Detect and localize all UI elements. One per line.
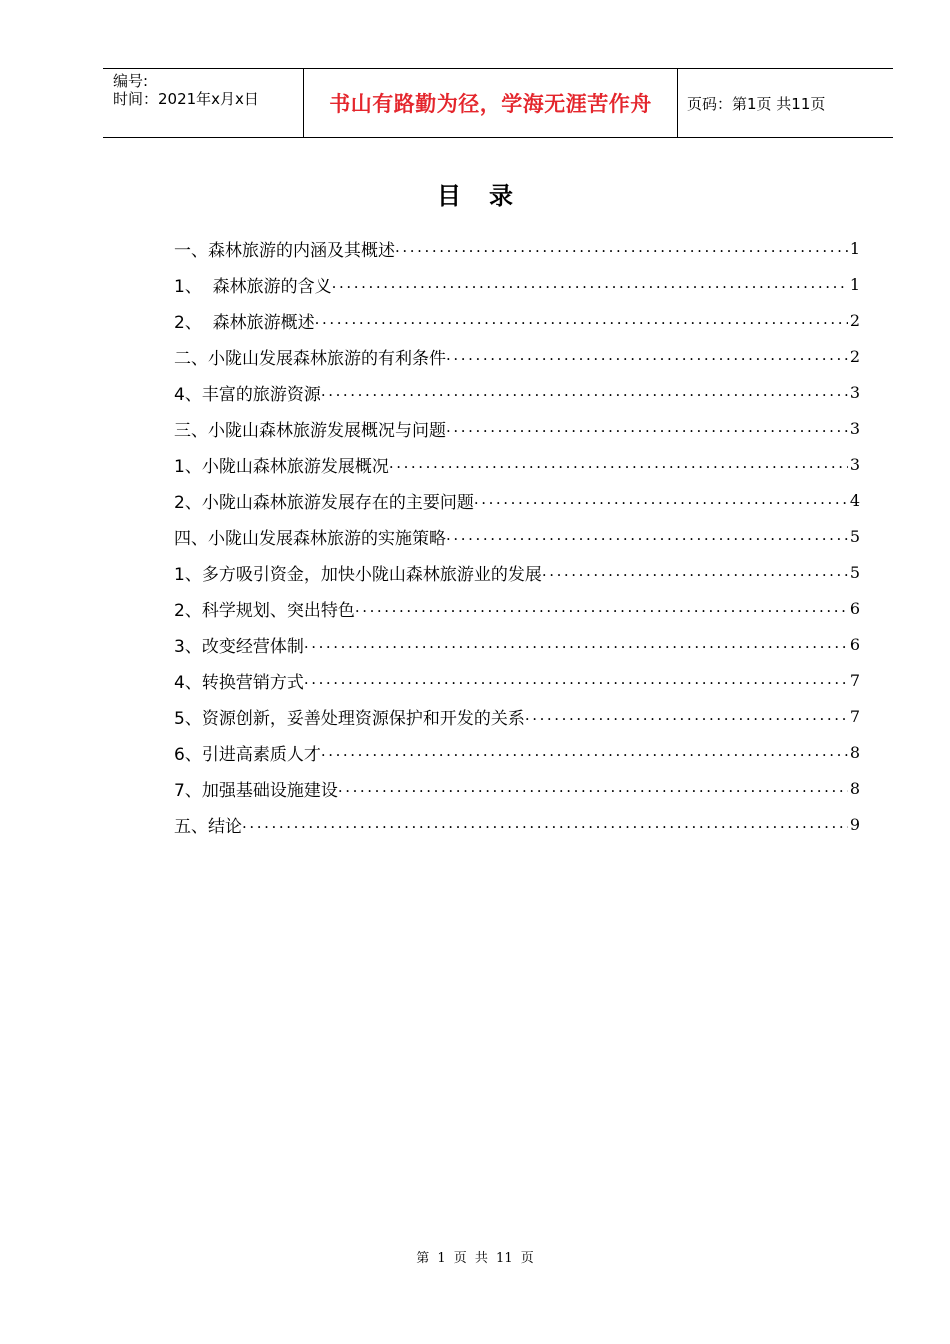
header-page-cell [678, 69, 893, 137]
toc-entry[interactable] [174, 806, 860, 842]
toc-entry[interactable] [174, 338, 860, 374]
document-number-label: 编号: [113, 72, 149, 90]
toc-entry-label: 三、小陇山森林旅游发展概况与问题 [174, 420, 446, 441]
toc-entry-label: 4、转换营销方式 [174, 672, 304, 693]
toc-entry-page: 7 [849, 706, 860, 726]
toc-dot-leader [446, 526, 848, 544]
toc-dot-leader [542, 562, 848, 580]
toc-entry-label: 一、森林旅游的内涵及其概述 [174, 240, 395, 261]
toc-entry-label: 1、小陇山森林旅游发展概况 [174, 456, 389, 477]
toc-entry[interactable] [174, 266, 860, 302]
toc-entry-label: 2、 森林旅游概述 [174, 312, 315, 333]
toc-entry-page: 1 [849, 274, 860, 294]
toc-entry-page: 5 [849, 562, 860, 582]
toc-dot-leader [315, 310, 848, 328]
header-motto-cell [304, 69, 678, 137]
toc-dot-leader [395, 238, 848, 256]
toc-entry[interactable] [174, 554, 860, 590]
toc-entry[interactable] [174, 698, 860, 734]
toc-entry-label: 五、结论 [174, 816, 242, 837]
toc-entry-label: 7、加强基础设施建设 [174, 780, 338, 801]
toc-dot-leader [446, 418, 848, 436]
toc-dot-leader [332, 274, 848, 292]
toc-entry[interactable] [174, 590, 860, 626]
toc-dot-leader [525, 706, 848, 724]
header-meta-cell [103, 69, 304, 137]
toc-entry-page: 6 [849, 598, 860, 618]
toc-entry-label: 2、科学规划、突出特色 [174, 600, 355, 621]
toc-dot-leader [321, 382, 848, 400]
table-of-contents [174, 230, 860, 842]
toc-entry[interactable] [174, 302, 860, 338]
toc-entry-label: 1、 森林旅游的含义 [174, 276, 332, 297]
toc-dot-leader [474, 490, 848, 508]
toc-entry-label: 3、改变经营体制 [174, 636, 304, 657]
toc-dot-leader [242, 814, 848, 832]
toc-entry[interactable] [174, 734, 860, 770]
toc-entry-page: 3 [849, 454, 860, 474]
toc-dot-leader [355, 598, 848, 616]
toc-entry-page: 9 [849, 814, 860, 834]
toc-entry-page: 2 [849, 346, 860, 366]
toc-dot-leader [446, 346, 848, 364]
toc-entry[interactable] [174, 230, 860, 266]
toc-entry-page: 5 [849, 526, 860, 546]
toc-entry-label: 四、小陇山发展森林旅游的实施策略 [174, 528, 446, 549]
toc-entry-page: 8 [849, 778, 860, 798]
toc-entry-page: 2 [849, 310, 860, 330]
toc-entry-page: 1 [849, 238, 860, 258]
toc-entry-label: 5、资源创新，妥善处理资源保护和开发的关系 [174, 708, 525, 729]
toc-dot-leader [389, 454, 848, 472]
toc-entry-label: 二、小陇山发展森林旅游的有利条件 [174, 348, 446, 369]
toc-entry[interactable] [174, 626, 860, 662]
toc-entry-label: 2、小陇山森林旅游发展存在的主要问题 [174, 492, 474, 513]
toc-dot-leader [304, 670, 848, 688]
toc-entry[interactable] [174, 770, 860, 806]
toc-entry[interactable] [174, 662, 860, 698]
header-page-code: 页码：第1页 共11页 [687, 94, 826, 113]
toc-entry-label: 6、引进高素质人才 [174, 744, 321, 765]
page-footer: 第 1 页 共 11 页 [416, 1251, 534, 1266]
toc-entry[interactable] [174, 374, 860, 410]
document-time-label: 时间：2021年x月x日 [113, 90, 259, 108]
toc-entry[interactable] [174, 518, 860, 554]
toc-entry[interactable] [174, 410, 860, 446]
toc-entry-page: 3 [849, 382, 860, 402]
toc-entry-label: 4、丰富的旅游资源 [174, 384, 321, 405]
toc-entry-page: 7 [849, 670, 860, 690]
toc-dot-leader [321, 742, 848, 760]
toc-entry-page: 8 [849, 742, 860, 762]
toc-entry[interactable] [174, 446, 860, 482]
toc-entry-page: 4 [849, 490, 860, 510]
toc-entry-page: 6 [849, 634, 860, 654]
toc-entry-label: 1、多方吸引资金，加快小陇山森林旅游业的发展 [174, 564, 542, 585]
header-motto: 书山有路勤为径，学海无涯苦作舟 [329, 92, 652, 116]
toc-entry[interactable] [174, 482, 860, 518]
page-title: 目录 [437, 182, 541, 210]
toc-dot-leader [304, 634, 848, 652]
toc-entry-page: 3 [849, 418, 860, 438]
toc-dot-leader [338, 778, 848, 796]
page-header [103, 68, 893, 138]
